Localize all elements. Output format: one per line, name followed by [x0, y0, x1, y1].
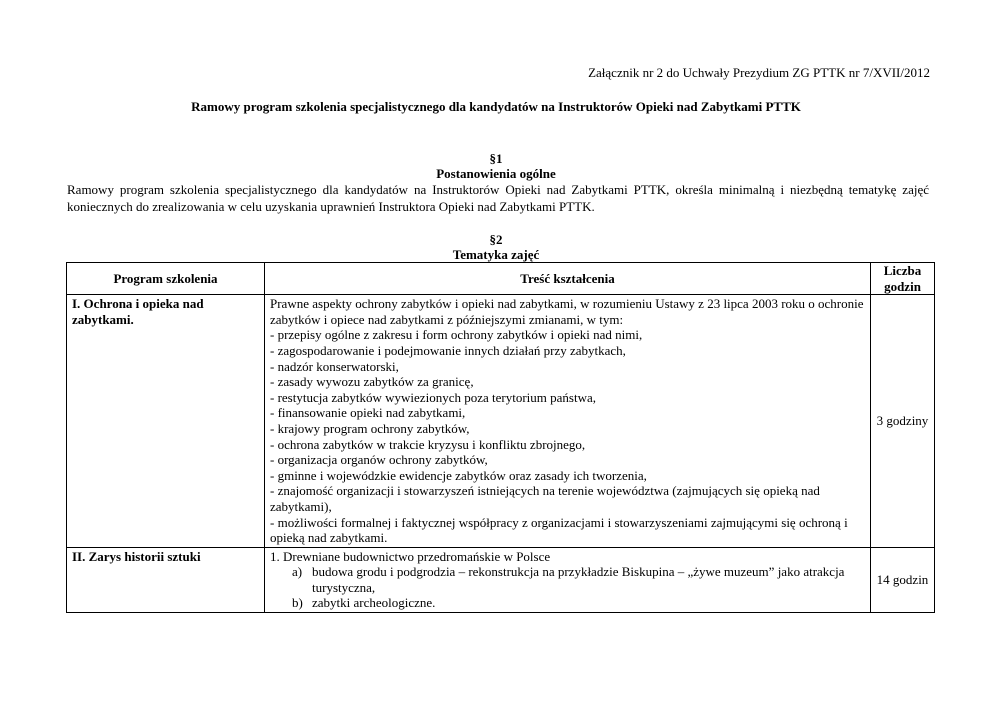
row1-content [265, 295, 871, 548]
section1-number: §1 [489, 151, 503, 166]
row2-content [265, 547, 871, 612]
section1-heading: Postanowienia ogólne [436, 166, 556, 181]
list-marker: b) [292, 595, 303, 611]
list-item [292, 595, 865, 611]
row2-hours: 14 godzin [871, 547, 935, 612]
document-title: Ramowy program szkolenia specjalistycznego dla kandydatów na Instruktorów Opieki nad Zabytkami PTTK [191, 99, 801, 114]
row2-intro: 1. Drewniane budownictwo przedromańskie w Polsce [270, 548, 551, 564]
section1-text: Ramowy program szkolenia specjalistycznego dla kandydatów na Instruktorów Opieki nad Zabytkami PTTK, określa minimalną i niezbędną tematykę zajęć koniecznych do zrealizowania w celu uzyskania uprawnień Instruktora Opieki nad Zabytkami PTTK. [67, 182, 929, 214]
program-table [66, 262, 935, 613]
list-item: - restytucja zabytków wywiezionych poza terytorium państwa, [270, 389, 596, 405]
list-item: - finansowanie opieki nad zabytkami, [270, 405, 466, 421]
list-item-text: zabytki archeologiczne. [312, 595, 436, 611]
row1-hours: 3 godziny [871, 295, 935, 548]
list-item: - krajowy program ochrony zabytków, [270, 420, 470, 436]
list-item-text: budowa grodu i podgrodzia – rekonstrukcja na przykładzie Biskupina – „żywe muzeum” jako atrakcja turystyczna, [312, 564, 845, 595]
list-item: - gminne i wojewódzkie ewidencje zabytków oraz zasady ich tworzenia, [270, 467, 647, 483]
row2-program: II. Zarys historii sztuki [67, 547, 265, 612]
header-content: Treść kształcenia [265, 263, 871, 295]
list-item: - przepisy ogólne z zakresu i form ochrony zabytków i opieki nad nimi, [270, 327, 643, 343]
annex-reference: Załącznik nr 2 do Uchwały Prezydium ZG PTTK nr 7/XVII/2012 [588, 65, 930, 80]
row1-program: I. Ochrona i opieka nad zabytkami. [67, 295, 265, 548]
sub-list [270, 564, 865, 611]
list-item [292, 564, 865, 595]
row1-intro: Prawne aspekty ochrony zabytków i opieki nad zabytkami, w rozumieniu Ustawy z 23 lipca 2003 roku o ochronie zabytków i opiece nad zabytkami z późniejszymi zmianami, w tym: [270, 296, 864, 327]
list-item: - zagospodarowanie i podejmowanie innych działań przy zabytkach, [270, 342, 626, 358]
list-item: - ochrona zabytków w trakcie kryzysu i konfliktu zbrojnego, [270, 436, 586, 452]
list-marker: a) [292, 564, 303, 580]
table-row [67, 547, 935, 612]
list-item: - nadzór konserwatorski, [270, 358, 399, 374]
table-header-row [67, 263, 935, 295]
header-hours: Liczba godzin [871, 263, 935, 295]
table-row [67, 295, 935, 548]
section2-heading: Tematyka zajęć [452, 247, 540, 262]
list-item: - możliwości formalnej i faktycznej współpracy z organizacjami i stowarzyszeniami zajmującymi się ochroną i opieką nad zabytkami. [270, 514, 848, 546]
list-item: - organizacja organów ochrony zabytków, [270, 452, 488, 468]
list-item: - znajomość organizacji i stowarzyszeń istniejących na terenie województwa (zajmujących się opieką nad zabytkami), [270, 483, 820, 514]
list-item: - zasady wywozu zabytków za granicę, [270, 374, 474, 390]
section2-number: §2 [489, 232, 503, 247]
header-program: Program szkolenia [67, 263, 265, 295]
